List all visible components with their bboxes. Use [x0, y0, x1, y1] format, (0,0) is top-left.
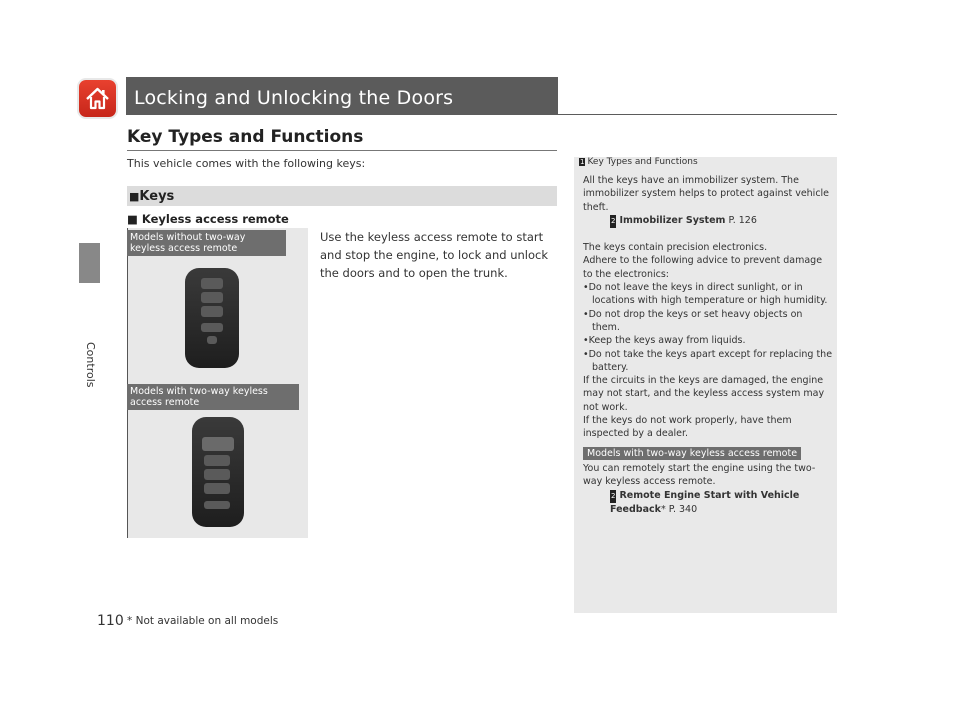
side-tab-label: Controls	[84, 342, 97, 388]
page-number: 110	[97, 613, 124, 629]
keyless-remote-description: Use the keyless access remote to start and stop the engine, to lock and unlock the doors and to open the trunk.	[320, 230, 548, 280]
note-circuits: If the circuits in the keys are damaged, the engine may not start, and the keyless access system may not work.	[583, 375, 825, 413]
note-electronics: The keys contain precision electronics.	[583, 242, 768, 254]
section-rule	[127, 150, 557, 151]
bullet-item: •Keep the keys away from liquids.	[583, 335, 746, 347]
model-caption: Models with two-way keyless access remote	[583, 447, 801, 460]
panic-button	[204, 501, 230, 509]
title-rule	[558, 114, 837, 115]
keyless-remote-heading: ■ Keyless access remote	[127, 212, 289, 226]
lock-button	[201, 278, 223, 289]
unlock-button	[204, 469, 230, 480]
trunk-button	[201, 306, 223, 317]
keys-heading-bar	[127, 186, 557, 206]
note-remote-start: You can remotely start the engine using the two-way keyless access remote.	[583, 462, 816, 488]
bullet-item: •Do not take the keys apart except for replacing the battery.	[583, 348, 833, 373]
side-tab-marker	[79, 243, 100, 283]
note-advice: Adhere to the following advice to prevent damage to the electronics:	[583, 255, 823, 280]
key-fob-two-way	[192, 417, 244, 527]
bullet-item: •Do not drop the keys or set heavy objects on them.	[583, 308, 803, 333]
ref-immobilizer[interactable]: 2 Immobilizer System P. 126	[583, 214, 833, 228]
intro-text: This vehicle comes with the following keys:	[127, 157, 366, 170]
notes-body	[583, 174, 833, 516]
note-immobilizer: All the keys have an immobilizer system. The immobilizer system helps to protect against vehicle theft.	[583, 175, 830, 213]
note-dealer: If the keys do not work properly, have them inspected by a dealer.	[583, 415, 792, 440]
keys-heading: ■Keys	[129, 189, 175, 204]
ref-remote-start[interactable]: 2 Remote Engine Start with Vehicle Feedback* P. 340	[610, 489, 800, 515]
caption-without-two-way: Models without two-way keyless access remote	[127, 230, 286, 256]
lock-button	[204, 455, 230, 466]
caption-with-two-way: Models with two-way keyless access remote	[127, 384, 299, 410]
notes-heading: 1 Key Types and Functions	[580, 157, 698, 167]
key-fob-standard	[185, 268, 239, 368]
panic-button	[201, 323, 223, 332]
trunk-button	[204, 483, 230, 494]
section-title: Key Types and Functions	[127, 127, 364, 147]
unlock-button	[201, 292, 223, 303]
home-icon[interactable]	[79, 80, 116, 117]
footnote: * Not available on all models	[127, 615, 279, 627]
chapter-title: Locking and Unlocking the Doors	[134, 87, 454, 109]
bullet-item: •Do not leave the keys in direct sunlight, or in locations with high temperature or high humidity.	[583, 282, 828, 307]
engine-start-button	[202, 437, 234, 451]
key-release	[207, 336, 217, 344]
